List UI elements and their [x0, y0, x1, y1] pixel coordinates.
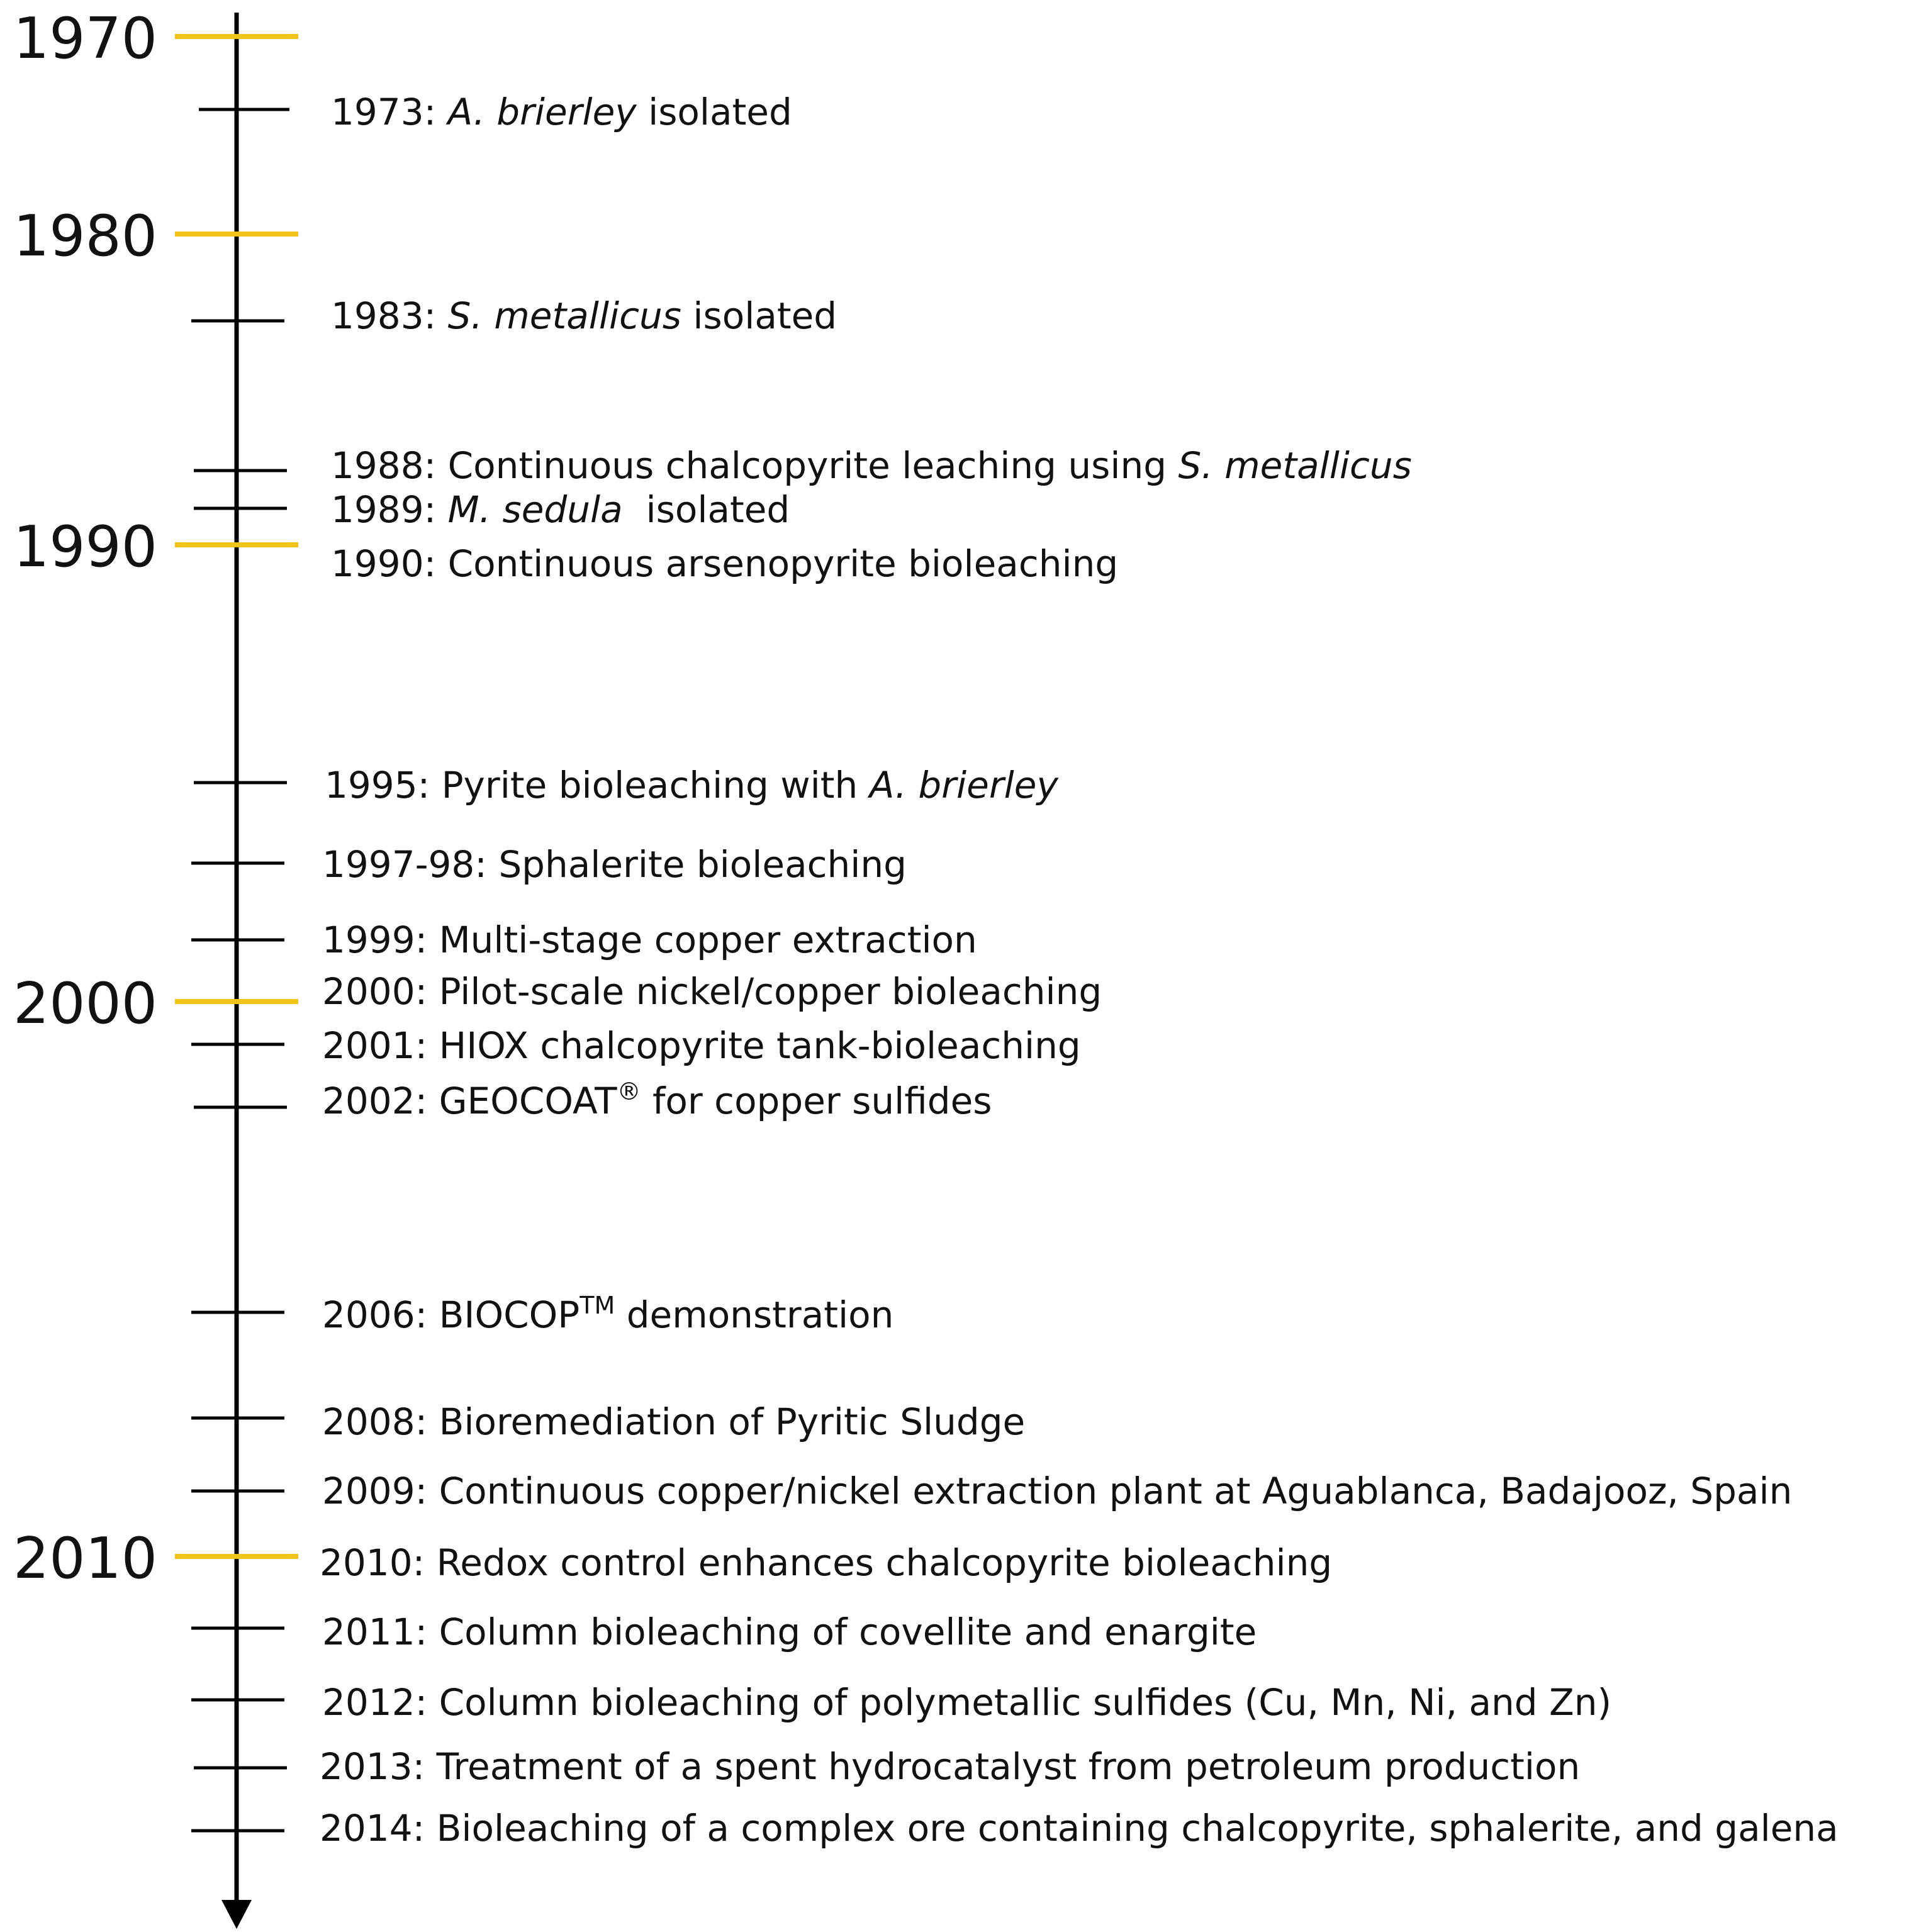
event-text: 2012: Column bioleaching of polymetallic sulfides (Cu, Mn, Ni, and Zn): [322, 1681, 1612, 1724]
species-name: S. metallicus: [447, 294, 681, 337]
event-text: 1983:: [331, 294, 448, 337]
event-label: [322, 919, 977, 961]
event-label: [331, 294, 837, 337]
event-label: [320, 1745, 1580, 1788]
event-label: [331, 444, 1412, 487]
event-label: [331, 91, 792, 133]
event-text: 1990: Continuous arsenopyrite bioleaching: [331, 542, 1119, 585]
event-text: 2013: Treatment of a spent hydrocatalyst from petroleum production: [320, 1745, 1581, 1788]
event-label: [320, 1541, 1332, 1584]
event-text: 2010: Redox control enhances chalcopyrite bioleaching: [320, 1541, 1333, 1584]
decade-label-2000: 2000: [13, 971, 157, 1037]
event-text: isolated: [636, 91, 792, 133]
decade-markers: [13, 6, 298, 1592]
event-text: isolated: [681, 294, 837, 337]
decade-label-1980: 1980: [13, 203, 157, 269]
timeline-arrowhead: [221, 1900, 252, 1929]
event-label: [322, 970, 1102, 1013]
event-text: 2002: GEOCOAT: [322, 1080, 617, 1122]
event-markers: [191, 91, 1839, 1850]
event-text: demonstration: [615, 1293, 894, 1336]
event-label: [322, 1292, 893, 1336]
event-text: 1988: Continuous chalcopyrite leaching using: [331, 444, 1179, 487]
event-label: [320, 1807, 1839, 1850]
species-name: S. metallicus: [1178, 444, 1412, 487]
event-text: 2000: Pilot-scale nickel/copper bioleaching: [322, 970, 1102, 1013]
event-label: [331, 488, 790, 531]
event-label: [325, 764, 1058, 807]
species-name: A. brierley: [869, 764, 1058, 807]
event-text: 2011: Column bioleaching of covellite and enargite: [322, 1611, 1257, 1653]
event-text: 2006: BIOCOP: [322, 1293, 580, 1336]
event-text: 1989:: [331, 488, 448, 531]
event-label: [322, 1024, 1081, 1067]
species-name: M. sedula: [447, 488, 623, 531]
species-name: A. brierley: [447, 91, 637, 133]
event-label: [322, 1470, 1792, 1512]
event-text: 1999: Multi-stage copper extraction: [322, 919, 977, 961]
event-label: [322, 1400, 1025, 1443]
event-text: for copper sulfides: [641, 1080, 992, 1122]
decade-label-2010: 2010: [13, 1526, 157, 1592]
trademark-mark: TM: [579, 1292, 615, 1319]
event-label: [322, 1681, 1611, 1724]
decade-label-1990: 1990: [13, 514, 157, 580]
event-label: [322, 1078, 992, 1122]
event-label: [331, 542, 1118, 585]
event-label: [322, 1611, 1257, 1653]
event-text: 2009: Continuous copper/nickel extraction plant at Aguablanca, Badajooz, Spain: [322, 1470, 1793, 1512]
event-text: 2014: Bioleaching of a complex ore containing chalcopyrite, sphalerite, and galena: [320, 1807, 1839, 1850]
decade-label-1970: 1970: [13, 6, 157, 72]
event-text: 2008: Bioremediation of Pyritic Sludge: [322, 1400, 1026, 1443]
event-label: [322, 843, 907, 886]
event-text: 1995: Pyrite bioleaching with: [325, 764, 870, 807]
trademark-mark: ®: [617, 1078, 641, 1105]
event-text: 1997-98: Sphalerite bioleaching: [322, 843, 907, 886]
event-text: 1973:: [331, 91, 448, 133]
event-text: 2001: HIOX chalcopyrite tank-bioleaching: [322, 1024, 1081, 1067]
event-text: isolated: [622, 488, 790, 531]
